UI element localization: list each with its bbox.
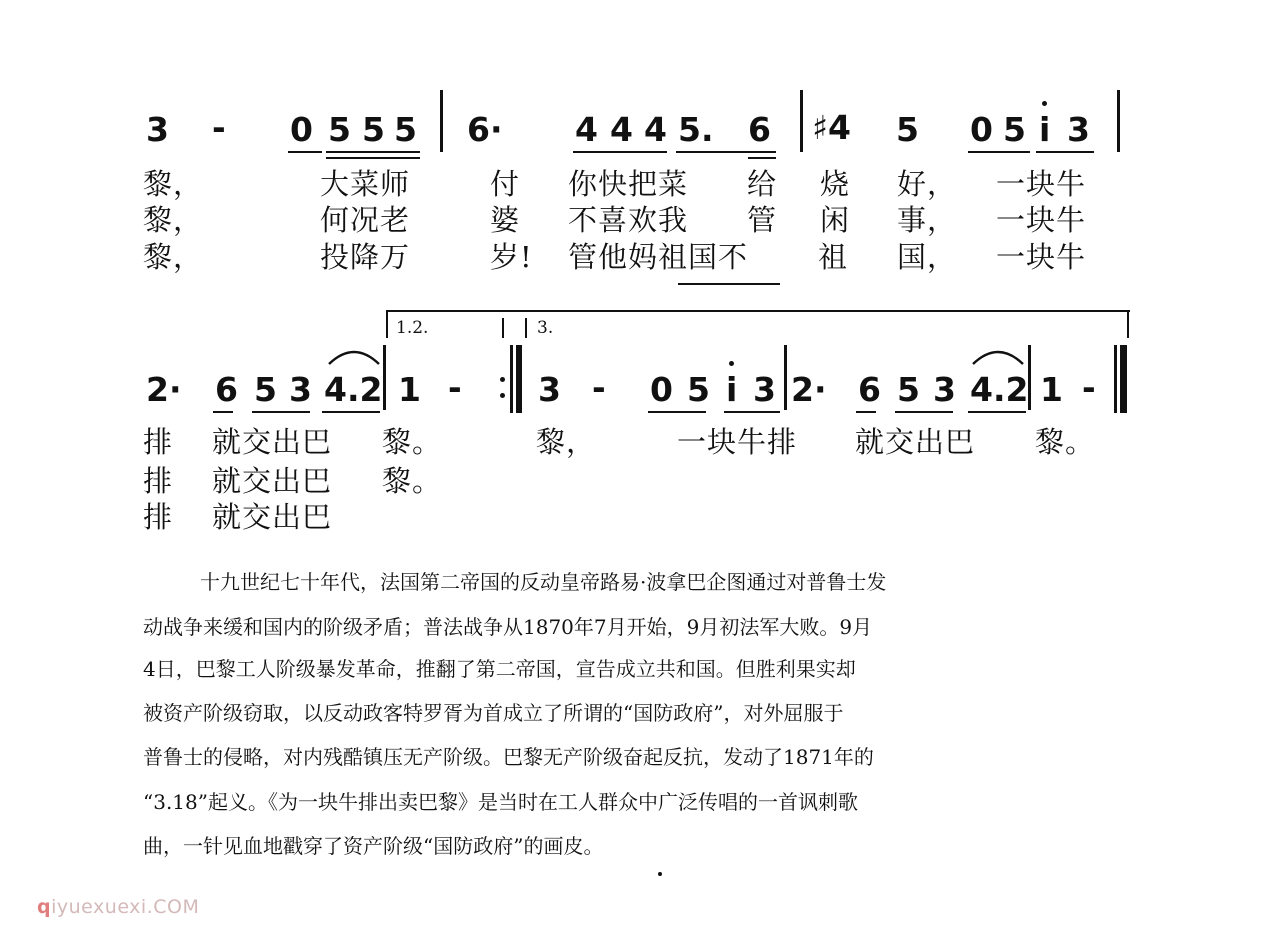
- lyric: 就交出巴: [855, 425, 976, 459]
- note: 1: [398, 370, 421, 409]
- paragraph-line: 4日，巴黎工人阶级暴发革命，推翻了第二帝国，宣告成立共和国。但胜利果实却: [143, 657, 856, 681]
- lyric: 付: [490, 167, 521, 201]
- note: 0: [290, 110, 313, 149]
- note: 6·: [467, 110, 503, 149]
- note-dash: -: [448, 368, 462, 407]
- note: 5: [362, 110, 385, 149]
- volta-tick: [502, 318, 504, 338]
- lyric: 排: [143, 464, 174, 498]
- note: 0: [970, 110, 993, 149]
- underline: [326, 157, 420, 159]
- note: 5: [687, 370, 710, 409]
- note-dash: -: [1082, 368, 1096, 407]
- volta-tick: [386, 310, 388, 338]
- underline: [326, 151, 420, 153]
- lyric: 事，: [897, 203, 958, 237]
- final-barline-thick: [1120, 345, 1127, 413]
- note: ♯4: [812, 108, 851, 147]
- volta-tick: [1127, 310, 1129, 338]
- lyric: 黎，: [143, 203, 204, 237]
- volta-tick: [525, 318, 527, 338]
- lyric: 管: [747, 203, 778, 237]
- slur: [970, 344, 1026, 366]
- lyric: 就交出巴: [212, 500, 333, 534]
- lyric: 烧: [820, 167, 851, 201]
- note: 2·: [791, 370, 827, 409]
- note: 5: [254, 370, 277, 409]
- lyric: 就交出巴: [212, 464, 333, 498]
- underline: [968, 411, 1026, 413]
- barline: [784, 345, 787, 410]
- paragraph-line: 动战争来缓和国内的阶级矛盾；普法战争从1870年7月开始，9月初法军大败。9月: [143, 615, 873, 639]
- volta-label-1: 1.2.: [396, 318, 429, 338]
- underline: [648, 411, 706, 413]
- lyric: 好，: [897, 167, 958, 201]
- paragraph-line: 被资产阶级窃取，以反动政客特罗胥为首成立了所谓的“国防政府”，对外屈服于: [143, 701, 844, 725]
- note: 3: [538, 370, 561, 409]
- lyric: 管他妈祖国不: [568, 240, 749, 274]
- repeat-dot: [500, 393, 505, 398]
- lyric: 黎，: [536, 425, 597, 459]
- volta-line: [386, 310, 1130, 312]
- underline: [856, 411, 876, 413]
- final-barline-thin: [1114, 345, 1117, 413]
- lyric: 黎。: [382, 425, 443, 459]
- note: 5: [394, 110, 417, 149]
- lyric: 国，: [897, 240, 958, 274]
- barline: [1028, 345, 1031, 410]
- lyric: 投降万: [320, 240, 411, 274]
- underline: [676, 151, 776, 153]
- paragraph-line: 曲，一针见血地戳穿了资产阶级“国防政府”的画皮。: [143, 834, 604, 858]
- note: 2·: [146, 370, 182, 409]
- lyric: 一块牛: [996, 167, 1087, 201]
- lyric: 你快把菜: [568, 167, 689, 201]
- lyric: 黎，: [143, 240, 204, 274]
- barline: [1117, 90, 1120, 152]
- lyric: 闲: [820, 203, 851, 237]
- note-dash: -: [592, 368, 606, 407]
- note: 4: [644, 110, 667, 149]
- lyric: 黎。: [1035, 425, 1096, 459]
- note-dash: -: [212, 108, 226, 147]
- note: 6: [858, 370, 881, 409]
- underline: [252, 411, 310, 413]
- volta-label-2: 3.: [537, 318, 554, 338]
- underline: [1036, 151, 1094, 153]
- barline: [800, 90, 803, 152]
- site-watermark: [37, 896, 199, 918]
- note: i: [1039, 110, 1051, 149]
- underline: [573, 151, 667, 153]
- lyric: 一块牛: [996, 240, 1087, 274]
- note: i: [726, 370, 738, 409]
- slur: [326, 344, 382, 366]
- lyric: 给: [747, 167, 778, 201]
- watermark-q: q: [37, 896, 52, 918]
- repeat-dot: [500, 377, 505, 382]
- repeat-barline-thick: [516, 345, 522, 413]
- note: 3: [289, 370, 312, 409]
- underline: [322, 411, 380, 413]
- lyric: 婆: [490, 203, 521, 237]
- lyric: 黎，: [143, 167, 204, 201]
- lyric: 不喜欢我: [568, 203, 689, 237]
- note: 5: [897, 370, 920, 409]
- lyric: 大菜师: [320, 167, 411, 201]
- note: 3: [753, 370, 776, 409]
- speck: [658, 872, 662, 876]
- high-dot: [729, 361, 734, 366]
- note: 5: [328, 110, 351, 149]
- note: 1: [1040, 370, 1063, 409]
- repeat-barline-thin: [510, 345, 513, 413]
- underline: [748, 157, 776, 159]
- lyric: 一块牛排: [677, 425, 798, 459]
- note: 6: [215, 370, 238, 409]
- lyric: 黎。: [382, 464, 443, 498]
- note: 5: [1003, 110, 1026, 149]
- note: 3: [933, 370, 956, 409]
- lyric: 排: [143, 500, 174, 534]
- watermark-text: iyuexuexi.COM: [51, 896, 200, 918]
- note: 6: [748, 110, 771, 149]
- paragraph-line: “3.18”起义。《为一块牛排出卖巴黎》是当时在工人群众中广泛传唱的一首讽刺歌: [143, 790, 858, 814]
- underline: [288, 151, 322, 153]
- barline: [440, 90, 443, 152]
- note: 3: [1067, 110, 1090, 149]
- note: 4.2: [970, 370, 1029, 409]
- note: 4: [610, 110, 633, 149]
- lyric: 岁!: [490, 240, 533, 274]
- note: 3: [146, 110, 169, 149]
- lyric: 祖: [818, 240, 849, 274]
- high-dot: [1042, 101, 1047, 106]
- note: 5: [896, 110, 919, 149]
- note: 4.2: [324, 370, 383, 409]
- lyric: 何况老: [320, 203, 411, 237]
- underline: [968, 151, 1030, 153]
- underline: [895, 411, 953, 413]
- barline: [383, 345, 386, 410]
- note: 0: [650, 370, 673, 409]
- lyric: 就交出巴: [212, 425, 333, 459]
- paragraph-line: 普鲁士的侵略，对内残酷镇压无产阶级。巴黎无产阶级奋起反抗，发动了1871年的: [143, 745, 874, 769]
- underline: [213, 411, 233, 413]
- lyric: 排: [143, 425, 174, 459]
- paragraph-line: 十九世纪七十年代，法国第二帝国的反动皇帝路易·波拿巴企图通过对普鲁士发: [200, 570, 887, 594]
- lyric-underline: [678, 283, 780, 285]
- lyric: 一块牛: [996, 203, 1087, 237]
- underline: [724, 411, 780, 413]
- note: 5.: [678, 110, 714, 149]
- note: 4: [575, 110, 598, 149]
